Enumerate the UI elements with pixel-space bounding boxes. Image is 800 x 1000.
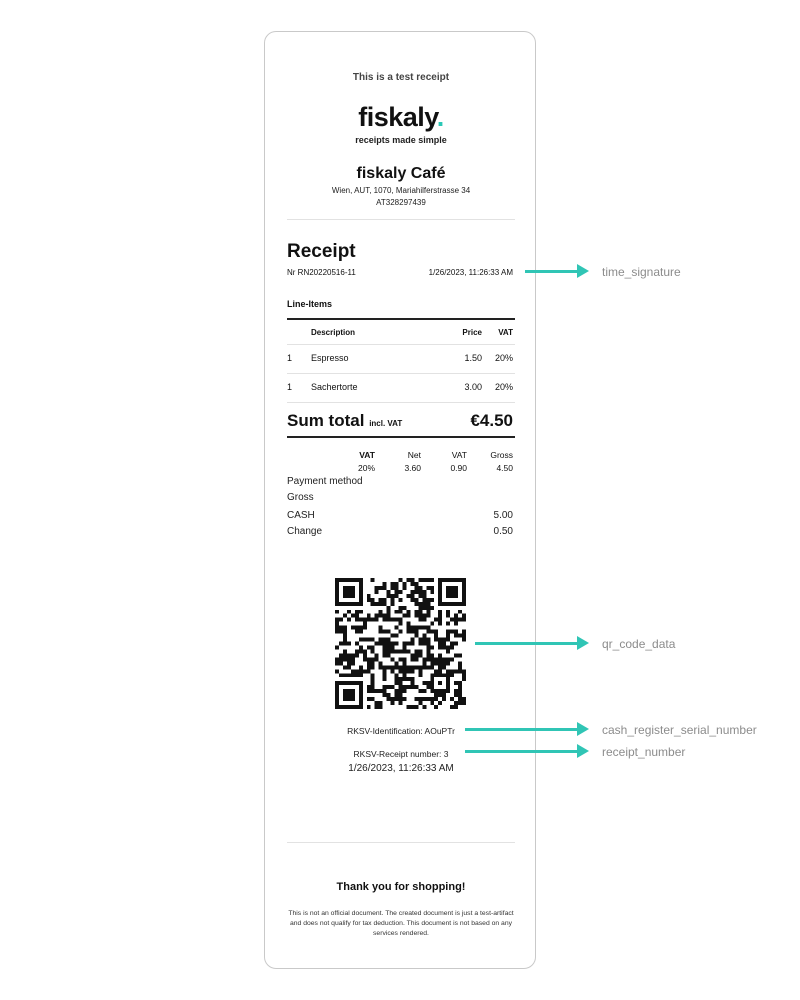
column-vat: VAT [498,328,513,337]
shop-address: Wien, AUT, 1070, Mariahilferstrasse 34 [331,186,471,195]
time-signature-arrow [525,270,579,273]
divider [287,842,515,843]
gross-label: Gross [287,492,314,503]
fiskaly-logo [265,102,537,133]
qr-code-annotation: qr_code_data [602,637,676,651]
shop-name: fiskaly Café [356,165,446,182]
vat-table-header-net: Net [407,450,421,460]
divider [287,318,515,320]
item-description: Sachertorte [311,382,358,392]
rksv-receipt-number: RKSV-Receipt number: 3 [353,749,449,759]
divider [287,436,515,438]
rksv-identification: RKSV-Identification: AOuPTr [347,726,455,736]
payment-value: 0.50 [493,526,513,537]
item-price: 1.50 [464,353,482,363]
vat-table-header-vat-amount: VAT [451,450,467,460]
logo-text: fiskaly [358,102,437,132]
payment-value: 5.00 [493,510,513,521]
cash-register-annotation: cash_register_serial_number [602,723,757,737]
bottom-datetime: 1/26/2023, 11:26:33 AM [348,763,454,774]
column-description: Description [311,328,356,337]
qr-code-arrow [475,642,579,645]
receipt-number: Nr RN20220516-11 [287,268,356,277]
time-signature-annotation: time_signature [602,265,681,279]
column-price: Price [462,328,482,337]
vat-table-rate: 20% [357,463,375,473]
receipt-title: Receipt [287,241,356,262]
cash-register-arrow [465,728,579,731]
item-price: 3.00 [464,382,482,392]
thank-you-message: Thank you for shopping! [336,881,466,893]
receipt-card [264,31,536,969]
divider [287,402,515,403]
divider [287,373,515,374]
payment-label: CASH [287,510,315,521]
item-vat: 20% [494,353,513,363]
payment-label: Change [287,526,323,537]
vat-id: AT328297439 [376,198,426,207]
divider [287,219,515,220]
receipt-number-annotation: receipt_number [602,745,686,759]
vat-table-vat-amount: 0.90 [450,463,467,473]
vat-table-header-gross: Gross [490,450,513,460]
sum-total-label [287,411,402,431]
receipt-number-arrow [465,750,579,753]
item-qty: 1 [287,382,293,392]
qr-code [335,578,466,709]
disclaimer: This is not an official document. The created document is just a test-artifact and does not qualify for tax deduction. This document is not based on any services rendered. [288,910,514,937]
qr-modules [335,578,466,709]
payment-method-label: Payment method [287,476,363,487]
logo-dot: . [436,102,444,132]
receipt-datetime: 1/26/2023, 11:26:33 AM [428,268,513,277]
test-receipt-notice: This is a test receipt [352,72,450,83]
vat-table-header-vat: VAT [359,450,375,460]
divider [287,344,515,345]
sum-total-value: €4.50 [470,411,513,430]
tagline: receipts made simple [355,135,447,145]
sum-total-text: Sum total [287,411,365,430]
line-items-title: Line-Items [287,299,333,309]
sum-total-suffix: incl. VAT [369,419,403,428]
item-description: Espresso [311,353,349,363]
vat-table-gross: 4.50 [496,463,513,473]
item-qty: 1 [287,353,293,363]
vat-table-net: 3.60 [404,463,421,473]
item-vat: 20% [494,382,513,392]
